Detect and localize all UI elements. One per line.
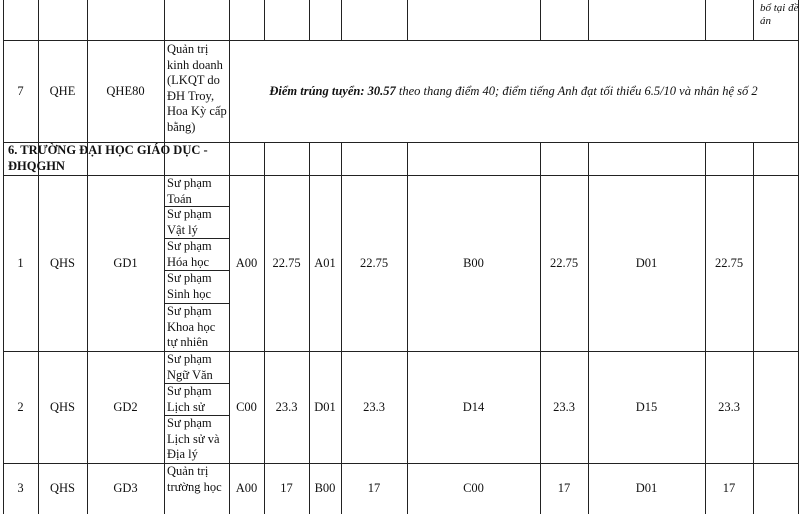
- major-name-cell: Sư phạm Lịch sử: [167, 384, 212, 414]
- grid-line: [798, 0, 799, 514]
- block-cell: D01: [314, 399, 336, 414]
- score-cell: 23.3: [275, 399, 298, 414]
- major-name-cell: Sư phạm Lịch sử và Địa lý: [167, 416, 220, 461]
- major-code-cell: GD1: [113, 255, 138, 270]
- grid-line: [540, 0, 541, 40]
- block-cell: B00: [314, 481, 336, 496]
- major-name-cell: Sư phạm Khoa học tự nhiên: [167, 304, 216, 349]
- grid-line: [753, 142, 754, 514]
- major-name-cell: Sư phạm Ngữ Văn: [167, 352, 213, 382]
- school-code-cell: QHS: [49, 481, 75, 496]
- stt-cell: 7: [17, 83, 24, 98]
- grid-line: [341, 0, 342, 40]
- major-name-cell: Sư phạm Toán: [167, 176, 212, 206]
- major-name-cell: Sư phạm Hóa học: [167, 239, 212, 269]
- score-note-cell: [229, 41, 798, 142]
- score-value: 30.57: [367, 83, 396, 98]
- school-code-cell: QHS: [49, 399, 75, 414]
- grid-line: [588, 0, 589, 40]
- score-cell: 23.3: [363, 399, 385, 414]
- score-cell: 17: [557, 481, 571, 496]
- grid-line: [309, 0, 310, 40]
- block-cell: D01: [635, 255, 658, 270]
- block-cell: D15: [635, 399, 658, 414]
- section-title: 6. TRƯỜNG ĐẠI HỌC GIÁO DỤC - ĐHQGHN: [8, 143, 208, 173]
- block-cell: B00: [463, 255, 484, 270]
- score-label: Điểm trúng tuyển:: [269, 83, 365, 98]
- school-code-cell: QHS: [49, 255, 75, 270]
- score-cell: 22.75: [714, 255, 744, 270]
- block-cell: D14: [462, 399, 485, 414]
- grid-line: [407, 0, 408, 40]
- grid-line: [753, 0, 754, 40]
- stt-cell: 2: [17, 399, 24, 414]
- score-cell: 23.3: [553, 399, 575, 414]
- score-cell: 17: [367, 481, 381, 496]
- major-code-cell: GD3: [113, 481, 138, 496]
- score-cell: 17: [722, 481, 736, 496]
- major-name-cell: Sư phạm Vật lý: [167, 207, 212, 237]
- stt-cell: 1: [17, 255, 24, 270]
- block-cell: C00: [463, 481, 484, 496]
- note-text: bổ tại đề án: [760, 2, 799, 27]
- score-cell: 17: [280, 481, 293, 496]
- block-cell: A00: [235, 255, 258, 270]
- major-name-cell: Quản trị trường học: [167, 464, 222, 494]
- grid-line: [705, 0, 706, 40]
- score-rest: theo thang điểm 40; điểm tiếng Anh đạt tối thiểu 6.5/10 và nhân hệ số 2: [398, 83, 758, 98]
- block-cell: D01: [635, 481, 658, 496]
- score-cell: 23.3: [718, 399, 740, 414]
- block-cell: A00: [235, 481, 258, 496]
- major-code-cell: GD2: [113, 399, 138, 414]
- score-cell: 22.75: [359, 255, 389, 270]
- major-code-cell: QHE80: [106, 83, 145, 98]
- stt-cell: 3: [17, 481, 24, 496]
- block-cell: A01: [314, 255, 336, 270]
- grid-line: [164, 0, 165, 514]
- school-code-cell: QHE: [49, 83, 76, 98]
- block-cell: C00: [236, 399, 257, 414]
- major-name-cell: Quản trị kinh doanh (LKQT do ĐH Troy, Hoa Kỳ cấp bằng): [167, 42, 227, 134]
- score-cell: 22.75: [272, 255, 301, 270]
- major-name-cell: Sư phạm Sinh học: [167, 271, 212, 301]
- grid-line: [264, 0, 265, 40]
- score-cell: 22.75: [549, 255, 579, 270]
